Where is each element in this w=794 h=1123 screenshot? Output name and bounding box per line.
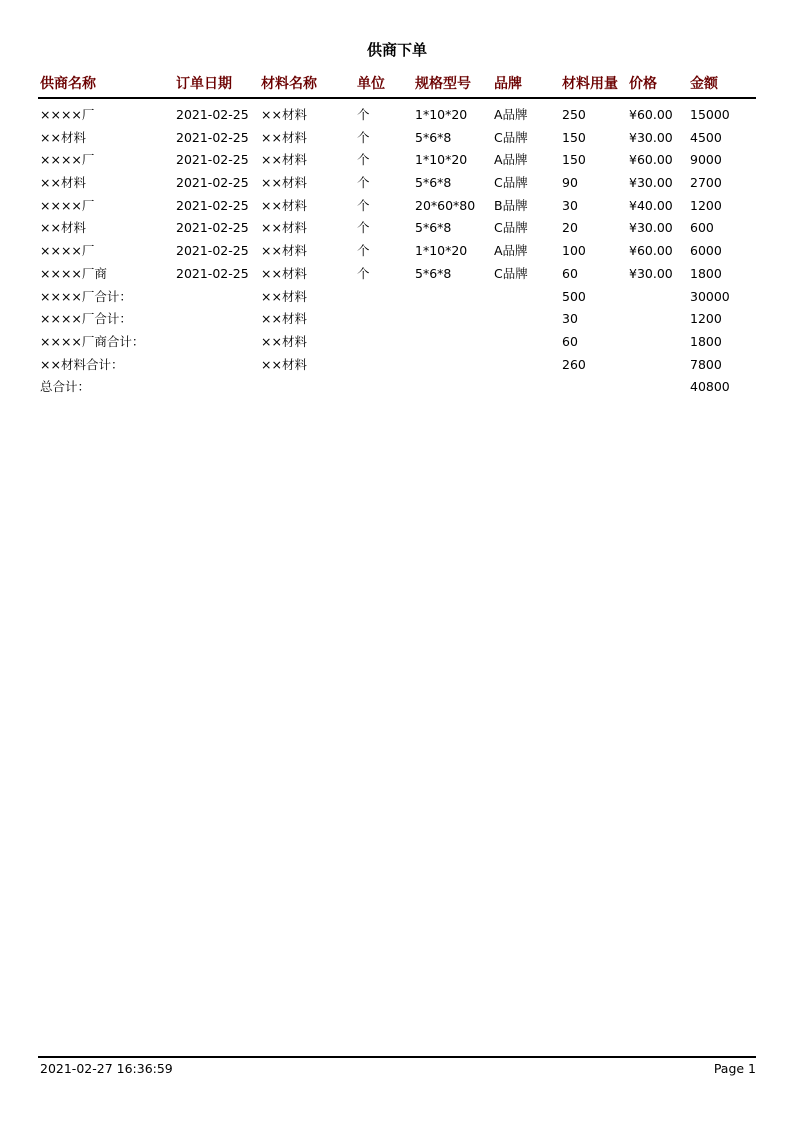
cell-brand: A品牌: [494, 152, 528, 168]
cell-unit: 个: [357, 197, 370, 213]
cell-amount: 6000: [690, 243, 722, 259]
table-row: [0, 149, 794, 172]
cell-quantity: 260: [562, 356, 586, 372]
cell-quantity: 500: [562, 288, 586, 304]
cell-amount: 30000: [690, 288, 730, 304]
cell-order-date: 2021-02-25: [176, 175, 249, 191]
cell-material: ××材料: [261, 265, 307, 281]
cell-unit: 个: [357, 152, 370, 168]
cell-quantity: 150: [562, 152, 586, 168]
cell-brand: C品牌: [494, 265, 528, 281]
cell-quantity: 90: [562, 175, 578, 191]
cell-unit: 个: [357, 175, 370, 191]
column-header-material: 材料名称: [261, 76, 317, 92]
cell-price: ¥60.00: [629, 152, 673, 168]
column-header-unit: 单位: [357, 76, 385, 92]
cell-order-date: 2021-02-25: [176, 197, 249, 213]
cell-brand: C品牌: [494, 129, 528, 145]
cell-quantity: 60: [562, 265, 578, 281]
cell-supplier: ××××厂: [40, 197, 95, 213]
cell-supplier: ××材料: [40, 175, 86, 191]
cell-order-date: 2021-02-25: [176, 265, 249, 281]
cell-spec: 1*10*20: [415, 152, 468, 168]
cell-supplier: ××材料合计：: [40, 356, 124, 372]
cell-material: ××材料: [261, 107, 307, 122]
cell-amount: 2700: [690, 175, 722, 191]
cell-material: ××材料: [261, 311, 307, 327]
cell-material: ××材料: [261, 243, 307, 259]
cell-material: ××材料: [261, 288, 307, 304]
column-header-quantity: 材料用量: [562, 76, 618, 92]
table-row: [0, 240, 794, 263]
cell-supplier: ××××厂: [40, 243, 95, 259]
cell-price: ¥30.00: [629, 175, 673, 191]
column-header-amount: 金额: [690, 76, 718, 92]
cell-spec: 1*10*20: [415, 107, 468, 122]
cell-supplier: ××材料: [40, 129, 86, 145]
cell-order-date: 2021-02-25: [176, 152, 249, 168]
cell-material: ××材料: [261, 129, 307, 145]
cell-material: ××材料: [261, 152, 307, 168]
cell-price: ¥30.00: [629, 220, 673, 236]
cell-spec: 5*6*8: [415, 220, 452, 236]
cell-quantity: 30: [562, 311, 578, 327]
cell-spec: 1*10*20: [415, 243, 468, 259]
cell-amount: 40800: [690, 379, 730, 395]
cell-price: ¥60.00: [629, 243, 673, 259]
cell-supplier: ××××厂合计：: [40, 311, 132, 327]
cell-quantity: 150: [562, 129, 586, 145]
cell-spec: 5*6*8: [415, 175, 452, 191]
cell-spec: 5*6*8: [415, 265, 452, 281]
cell-amount: 15000: [690, 107, 730, 122]
cell-quantity: 250: [562, 107, 586, 122]
cell-unit: 个: [357, 265, 370, 281]
table-row: [0, 195, 794, 218]
cell-order-date: 2021-02-25: [176, 129, 249, 145]
cell-unit: 个: [357, 129, 370, 145]
table-row: [0, 104, 794, 127]
cell-material: ××材料: [261, 197, 307, 213]
column-header-spec: 规格型号: [415, 76, 471, 92]
cell-supplier: ××××厂: [40, 107, 95, 122]
cell-amount: 1800: [690, 265, 722, 281]
cell-amount: 1200: [690, 197, 722, 213]
cell-quantity: 100: [562, 243, 586, 259]
cell-brand: A品牌: [494, 243, 528, 259]
cell-unit: 个: [357, 107, 370, 122]
report-title: 供商下单: [366, 41, 427, 59]
cell-price: ¥60.00: [629, 107, 673, 122]
table-row: [0, 308, 794, 331]
cell-brand: C品牌: [494, 175, 528, 191]
table-row: [0, 286, 794, 309]
table-header: [0, 74, 794, 94]
cell-spec: 5*6*8: [415, 129, 452, 145]
table-row: [0, 376, 794, 399]
cell-quantity: 30: [562, 197, 578, 213]
cell-material: ××材料: [261, 333, 307, 349]
column-header-price: 价格: [629, 76, 657, 92]
cell-price: ¥30.00: [629, 129, 673, 145]
cell-supplier: ××××厂商合计：: [40, 333, 145, 349]
cell-supplier: ××××厂: [40, 152, 95, 168]
cell-supplier: ××材料: [40, 220, 86, 236]
cell-amount: 4500: [690, 129, 722, 145]
cell-material: ××材料: [261, 175, 307, 191]
table-body: [0, 104, 794, 399]
cell-unit: 个: [357, 243, 370, 259]
cell-supplier: ××××厂商: [40, 265, 107, 281]
page-number: Page 1: [713, 1061, 756, 1076]
column-header-order-date: 订单日期: [176, 76, 232, 92]
cell-amount: 600: [690, 220, 714, 236]
cell-price: ¥40.00: [629, 197, 673, 213]
cell-material: ××材料: [261, 220, 307, 236]
cell-spec: 20*60*80: [415, 197, 476, 213]
cell-supplier: 总合计：: [40, 379, 91, 395]
header-divider: [38, 97, 756, 99]
cell-amount: 9000: [690, 152, 722, 168]
cell-amount: 1800: [690, 333, 722, 349]
cell-quantity: 60: [562, 333, 578, 349]
cell-price: ¥30.00: [629, 265, 673, 281]
cell-unit: 个: [357, 220, 370, 236]
cell-supplier: ××××厂合计：: [40, 288, 132, 304]
cell-quantity: 20: [562, 220, 578, 236]
cell-amount: 1200: [690, 311, 722, 327]
table-row: [0, 217, 794, 240]
cell-amount: 7800: [690, 356, 722, 372]
print-timestamp: 2021-02-27 16:36:59: [40, 1061, 173, 1076]
cell-brand: C品牌: [494, 220, 528, 236]
column-header-brand: 品牌: [494, 76, 522, 92]
cell-brand: A品牌: [494, 107, 528, 122]
table-row: [0, 127, 794, 150]
table-row: [0, 354, 794, 377]
table-row: [0, 331, 794, 354]
cell-brand: B品牌: [494, 197, 528, 213]
cell-material: ××材料: [261, 356, 307, 372]
cell-order-date: 2021-02-25: [176, 243, 249, 259]
table-row: [0, 263, 794, 286]
cell-order-date: 2021-02-25: [176, 107, 249, 122]
footer-divider: [38, 1056, 756, 1058]
cell-order-date: 2021-02-25: [176, 220, 249, 236]
table-row: [0, 172, 794, 195]
column-header-supplier: 供商名称: [40, 76, 96, 92]
